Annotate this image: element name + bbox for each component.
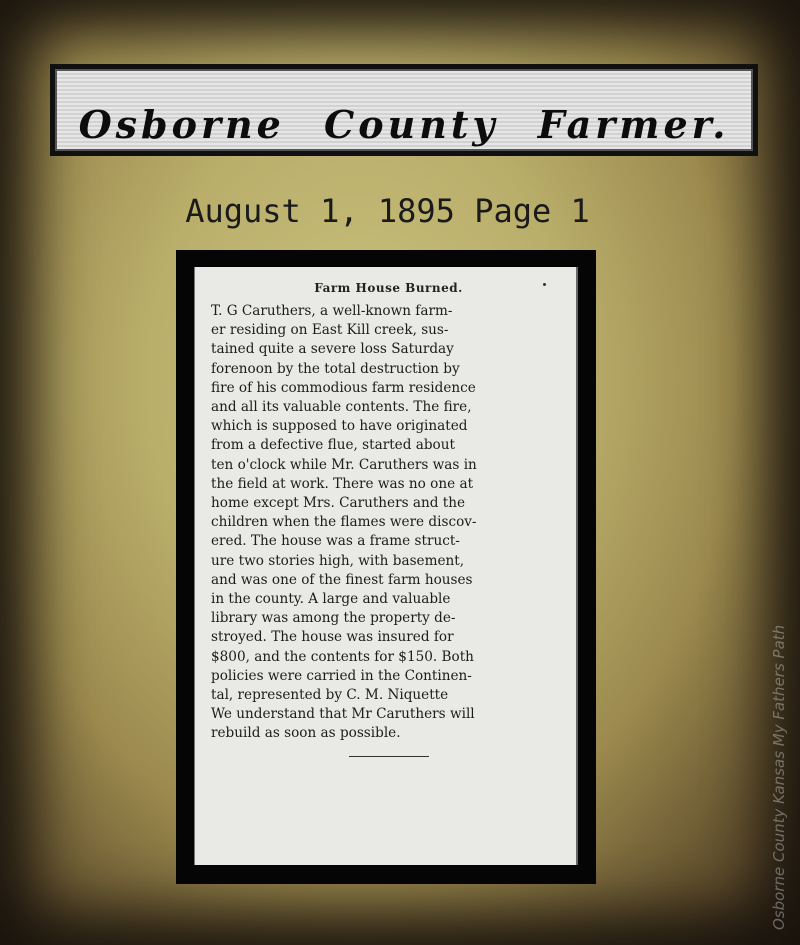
ink-dot [543, 283, 546, 286]
clipping-frame [176, 250, 596, 884]
article-line: er residing on East Kill creek, sus- [211, 322, 449, 339]
article-line: and all its valuable contents. The fire, [211, 399, 472, 416]
article-line: We understand that Mr Caruthers will [211, 706, 475, 723]
article-headline: Farm House Burned. [314, 281, 463, 295]
article-line: children when the flames were discov- [211, 514, 477, 531]
article-line: and was one of the finest farm houses [211, 571, 473, 588]
article-line: from a defective flue, started about [211, 437, 455, 454]
masthead [50, 64, 758, 156]
article-body [211, 302, 566, 744]
date-page-caption: August 1, 1895 Page 1 [185, 192, 590, 230]
newspaper-clipping [194, 267, 578, 865]
watermark: Osborne County Kansas My Fathers Path [770, 624, 788, 930]
article-line: $800, and the contents for $150. Both [211, 648, 474, 665]
masthead-title: Osborne County Farmer. [78, 101, 730, 147]
masthead-banner [55, 69, 753, 151]
article-line: fire of his commodious farm residence [211, 379, 476, 396]
article-line: ure two stories high, with basement, [211, 552, 465, 569]
article-line: which is supposed to have originated [211, 418, 468, 435]
article-line: policies were carried in the Continen- [211, 667, 472, 684]
article-line: the field at work. There was no one at [211, 475, 474, 492]
article-line: stroyed. The house was insured for [211, 629, 454, 646]
article-line: rebuild as soon as possible. [211, 725, 401, 742]
article-line: forenoon by the total destruction by [211, 360, 460, 377]
article-line: ered. The house was a frame struct- [211, 533, 460, 550]
article-line: in the county. A large and valuable [211, 591, 451, 608]
article-line: library was among the property de- [211, 610, 456, 627]
article-end-rule [349, 756, 429, 757]
article-line: home except Mrs. Caruthers and the [211, 495, 466, 512]
article-line: tained quite a severe loss Saturday [211, 341, 454, 358]
article-line: tal, represented by C. M. Niquette [211, 687, 449, 704]
article-line: T. G Caruthers, a well-known farm- [211, 303, 453, 319]
article-line: ten o'clock while Mr. Caruthers was in [211, 456, 477, 473]
